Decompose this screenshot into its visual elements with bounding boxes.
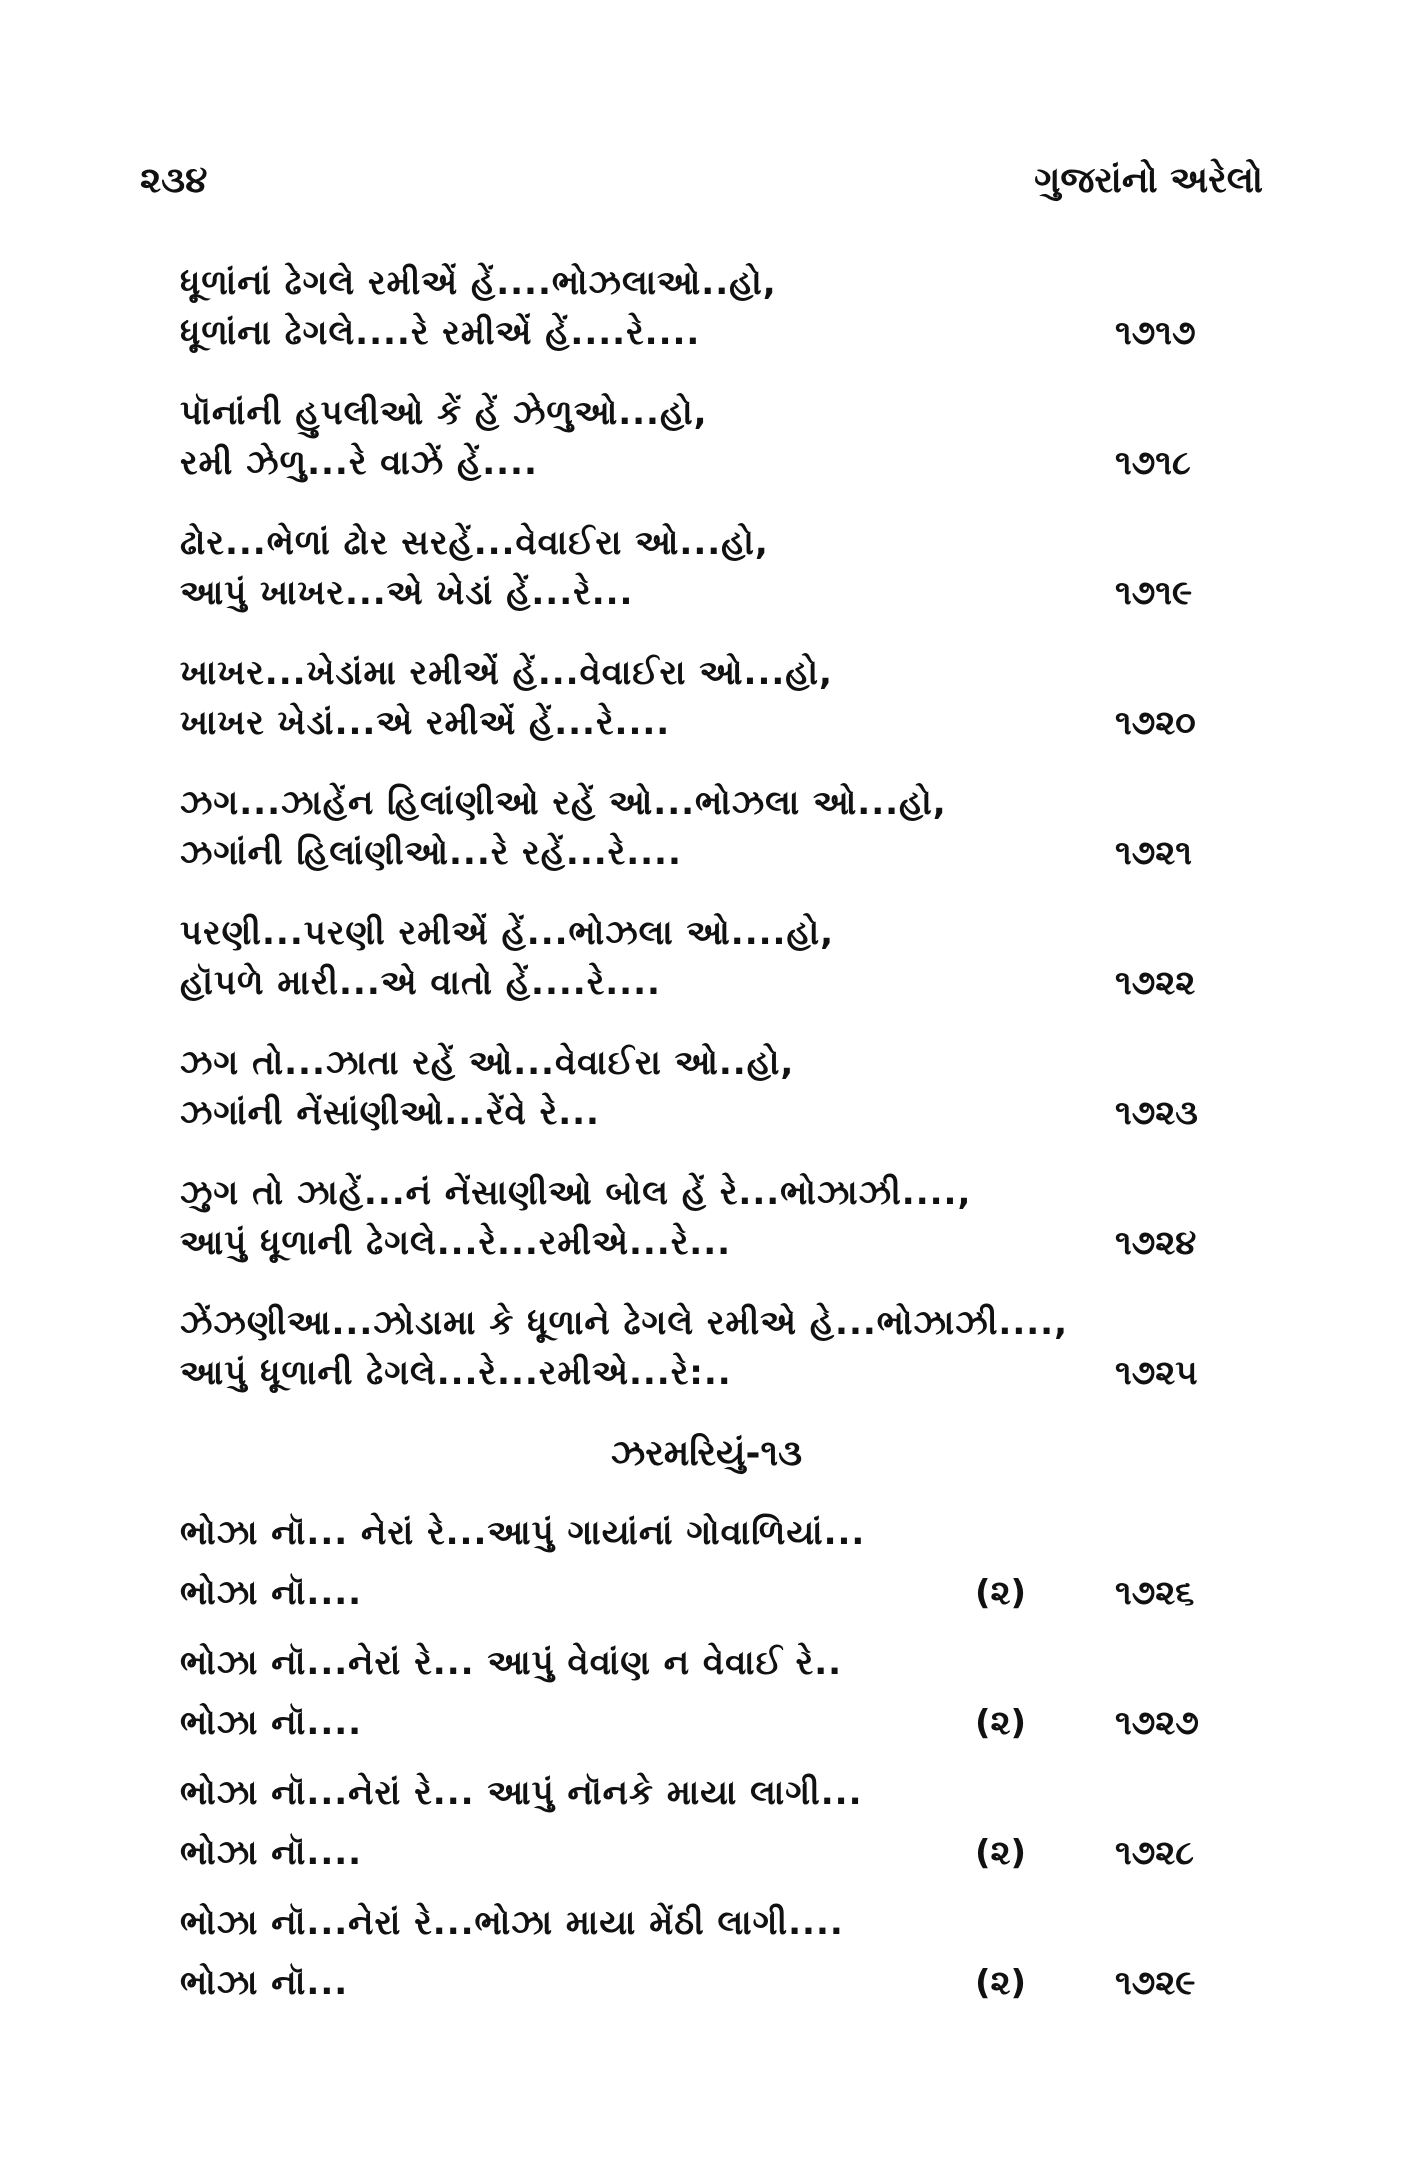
- verse-1720-line-2: ખાખર ખેડાં...એ રમીએં હેં...રે....: [180, 703, 671, 743]
- running-head: ગુજરાંનો અરેલો: [1034, 160, 1263, 201]
- refrain-1729-line-2: ભોઝા નૉ...: [180, 1963, 349, 2003]
- verse-1718-number: ૧૭૧૮: [1115, 443, 1191, 483]
- verse-1724-line-1: ઝુગ તો ઝાહેં...નં નેંસાણીઓ બોલ હેં રે...ભોઝાઝી....,: [180, 1173, 972, 1213]
- verse-1719-number: ૧૭૧૯: [1115, 573, 1193, 613]
- refrain-1727-number: ૧૭૨૭: [1115, 1703, 1199, 1743]
- verse-1720-line-1: ખાખર...ખેડાંમા રમીએં હેં...વેવાઈરા ઓ...હો,: [180, 653, 833, 693]
- verse-1721-number: ૧૭૨૧: [1115, 833, 1192, 873]
- verse-1719-line-1: ઢોર...ભેળાં ઢોર સરહેં...વેવાઈરા ઓ...હો,: [180, 523, 769, 563]
- verse-1718-line-1: પૉનાંની હુપલીઓ કેં હેં ઝેળુઓ...હો,: [180, 393, 708, 433]
- verse-1725-line-1: ઝેંઝણીઆ...ઝોડામા કે ધૂળાને ઢેગલે રમીએ હે...ભોઝાઝી....,: [180, 1303, 1068, 1343]
- refrain-1729-line-1: ભોઝા નૉ...નેરાં રે...ભોઝા માયા મેંઠી લાગી....: [180, 1903, 844, 1943]
- verse-1724-line-2: આપું ધૂળાની ઢેગલે...રે...રમીએ...રે...: [180, 1223, 732, 1263]
- refrain-1727-line-1: ભોઝા નૉ...નેરાં રે... આપું વેવાંણ ન વેવાઈ રે..: [180, 1643, 843, 1683]
- verse-1717-line-2: ધૂળાંના ઢેગલે....રે રમીએં હેં....રે....: [180, 313, 701, 353]
- verse-1725-line-2: આપું ધૂળાની ઢેગલે...રે...રમીએ...રે:..: [180, 1353, 732, 1393]
- verse-1723-line-1: ઝગ તો...ઝાતા રહેં ઓ...વેવાઈરા ઓ..હો,: [180, 1043, 795, 1083]
- verse-1722-line-1: પરણી...પરણી રમીએં હેં...ભોઝલા ઓ....હો,: [180, 913, 835, 953]
- page-number: ૨૩૪: [140, 160, 208, 201]
- verse-1724-number: ૧૭૨૪: [1115, 1223, 1197, 1263]
- verse-1722-number: ૧૭૨૨: [1115, 963, 1196, 1003]
- refrain-1727-repeat: (૨): [975, 1703, 1027, 1743]
- verse-1717-number: ૧૭૧૭: [1115, 313, 1196, 353]
- verse-1725-number: ૧૭૨૫: [1115, 1353, 1198, 1393]
- refrain-1726-line-2: ભોઝા નૉ....: [180, 1573, 363, 1613]
- refrain-1728-line-1: ભોઝા નૉ...નેરાં રે... આપું નૉનકે માયા લાગી...: [180, 1773, 863, 1813]
- refrain-1726-line-1: ભોઝા નૉ... નેરાં રે...આપું ગાયાંનાં ગોવાળિયાં...: [180, 1513, 866, 1553]
- refrain-1729-number: ૧૭૨૯: [1115, 1963, 1196, 2003]
- section-heading: ઝરમરિયું-૧૩: [610, 1433, 803, 1474]
- verse-1722-line-2: હૉપળે મારી...એ વાતો હેં....રે....: [180, 963, 661, 1003]
- refrain-1727-line-2: ભોઝા નૉ....: [180, 1703, 363, 1743]
- verse-1721-line-2: ઝગાંની હિલાંણીઓ...રે રહેં...રે....: [180, 833, 682, 873]
- refrain-1726-number: ૧૭૨૬: [1115, 1573, 1195, 1613]
- verse-1723-number: ૧૭૨૩: [1115, 1093, 1198, 1133]
- refrain-1728-repeat: (૨): [975, 1833, 1027, 1873]
- verse-1719-line-2: આપું ખાખર...એ ખેડાં હેં...રે...: [180, 573, 634, 613]
- verse-1718-line-2: રમી ઝેળુ...રે વાઝેં હેં....: [180, 443, 538, 483]
- refrain-1729-repeat: (૨): [975, 1963, 1027, 2003]
- verse-1720-number: ૧૭૨૦: [1115, 703, 1196, 743]
- verse-1717-line-1: ધૂળાંનાં ઢેગલે રમીએં હેં....ભોઝલાઓ..હો,: [180, 263, 777, 303]
- verse-1723-line-2: ઝગાંની નેંસાંણીઓ...રેંવે રે...: [180, 1093, 600, 1133]
- refrain-1726-repeat: (૨): [975, 1573, 1027, 1613]
- refrain-1728-number: ૧૭૨૮: [1115, 1833, 1194, 1873]
- refrain-1728-line-2: ભોઝા નૉ....: [180, 1833, 363, 1873]
- verse-1721-line-1: ઝગ...ઝાહેંન હિલાંણીઓ રહેં ઓ...ભોઝલા ઓ...હો,: [180, 783, 947, 823]
